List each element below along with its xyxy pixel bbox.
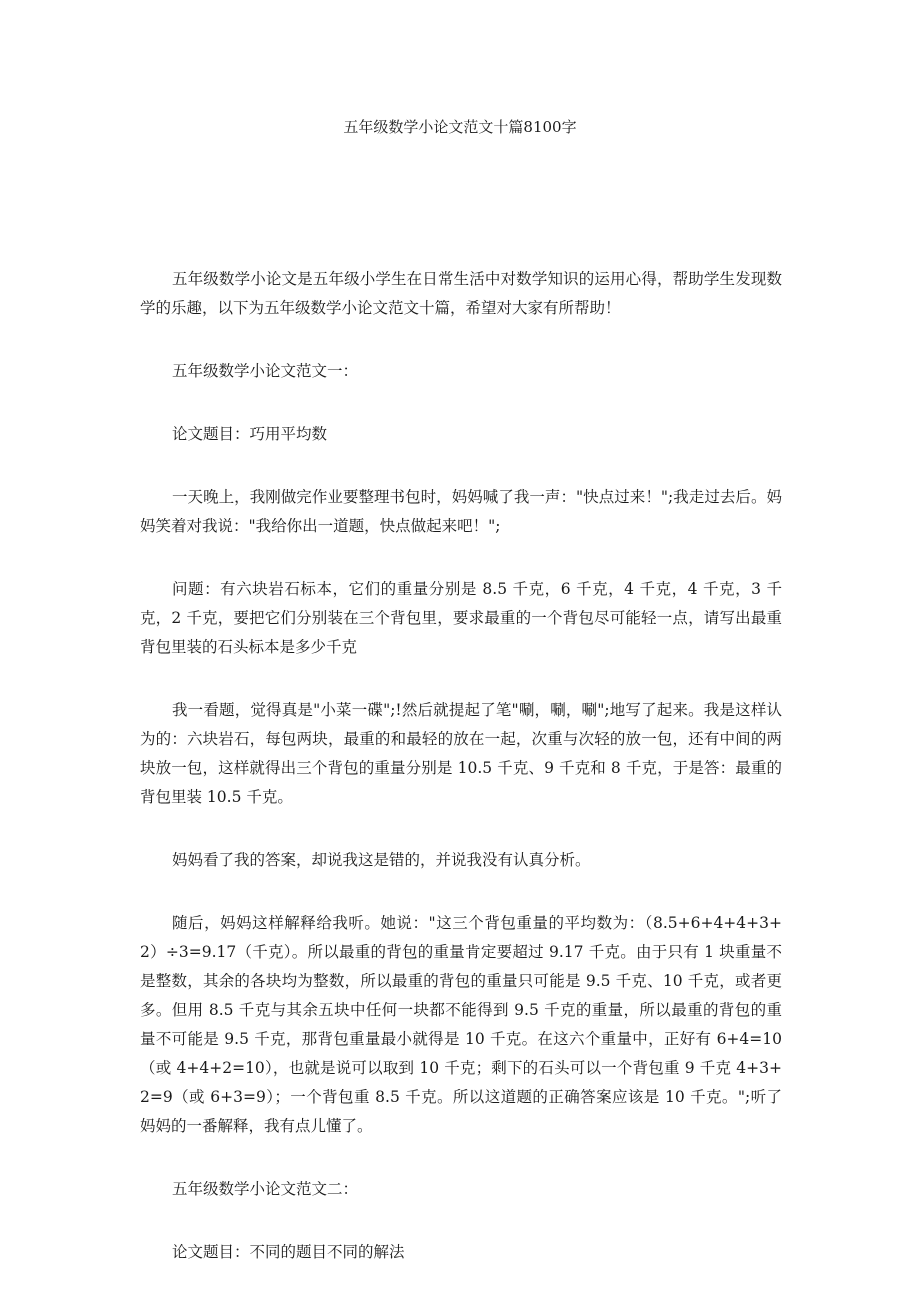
document-title: 五年级数学小论文范文十篇8100字 [343, 118, 577, 136]
paragraph-sample-one-topic: 论文题目：巧用平均数 [172, 425, 328, 443]
paragraph-explanation: 随后，妈妈这样解释给我听。她说："这三个背包重量的平均数为：（8.5+6+4+4+3+2）÷3=9.17（千克）。所以最重的背包的重量肯定要超过 9.17 千克。由于只有 1 块重量不是整数，其余的各块均为整数，所以最重的背包的重量只可能是 9.5 千克、10 千克，或者更多。但用 8.5 千克与其余五块中任何一块都不能得到 9.5 千克的重量，所以最重的背包的重量不可能是 9.5 千克，那背包重量最小就得是 10 千克。在这六个重量中，正好有 6+4=10（或 4+4+2=10），也就是说可以取到 10 千克；剩下的石头可以一个背包重 9 千克 4+3+2=9（或 6+3=9）；一个背包重 8.5 千克。所以这道题的正确答案应该是 10 千克。";听了妈妈的一番解释，我有点儿懂了。 [140, 914, 782, 1135]
paragraph-sample-one-heading: 五年级数学小论文范文一： [172, 362, 359, 380]
document-body [140, 265, 782, 1301]
paragraph-sample-two-heading: 五年级数学小论文范文二： [172, 1180, 359, 1198]
paragraph-mom-review: 妈妈看了我的答案，却说我这是错的，并说我没有认真分析。 [172, 851, 591, 869]
paragraph-intro: 五年级数学小论文是五年级小学生在日常生活中对数学知识的运用心得，帮助学生发现数学的乐趣，以下为五年级数学小论文范文十篇，希望对大家有所帮助！ [140, 270, 782, 317]
paragraph-sample-two-topic: 论文题目：不同的题目不同的解法 [172, 1243, 405, 1261]
paragraph-first-answer: 我一看题，觉得真是"小菜一碟";!然后就提起了笔"唰，唰，唰";地写了起来。我是这样认为的：六块岩石，每包两块，最重的和最轻的放在一起，次重与次轻的放一包，还有中间的两块放一包，这样就得出三个背包的重量分别是 10.5 千克、9 千克和 8 千克，于是答：最重的背包里装 10.5 千克。 [140, 701, 782, 806]
paragraph-problem: 问题：有六块岩石标本，它们的重量分别是 8.5 千克，6 千克，4 千克，4 千克，3 千克，2 千克，要把它们分别装在三个背包里，要求最重的一个背包尽可能轻一点，请写出最重背包里装的石头标本是多少千克 [140, 580, 782, 656]
paragraph-evening-story: 一天晚上，我刚做完作业要整理书包时，妈妈喊了我一声："快点过来！";我走过去后。妈妈笑着对我说："我给你出一道题，快点做起来吧！"; [140, 488, 782, 535]
